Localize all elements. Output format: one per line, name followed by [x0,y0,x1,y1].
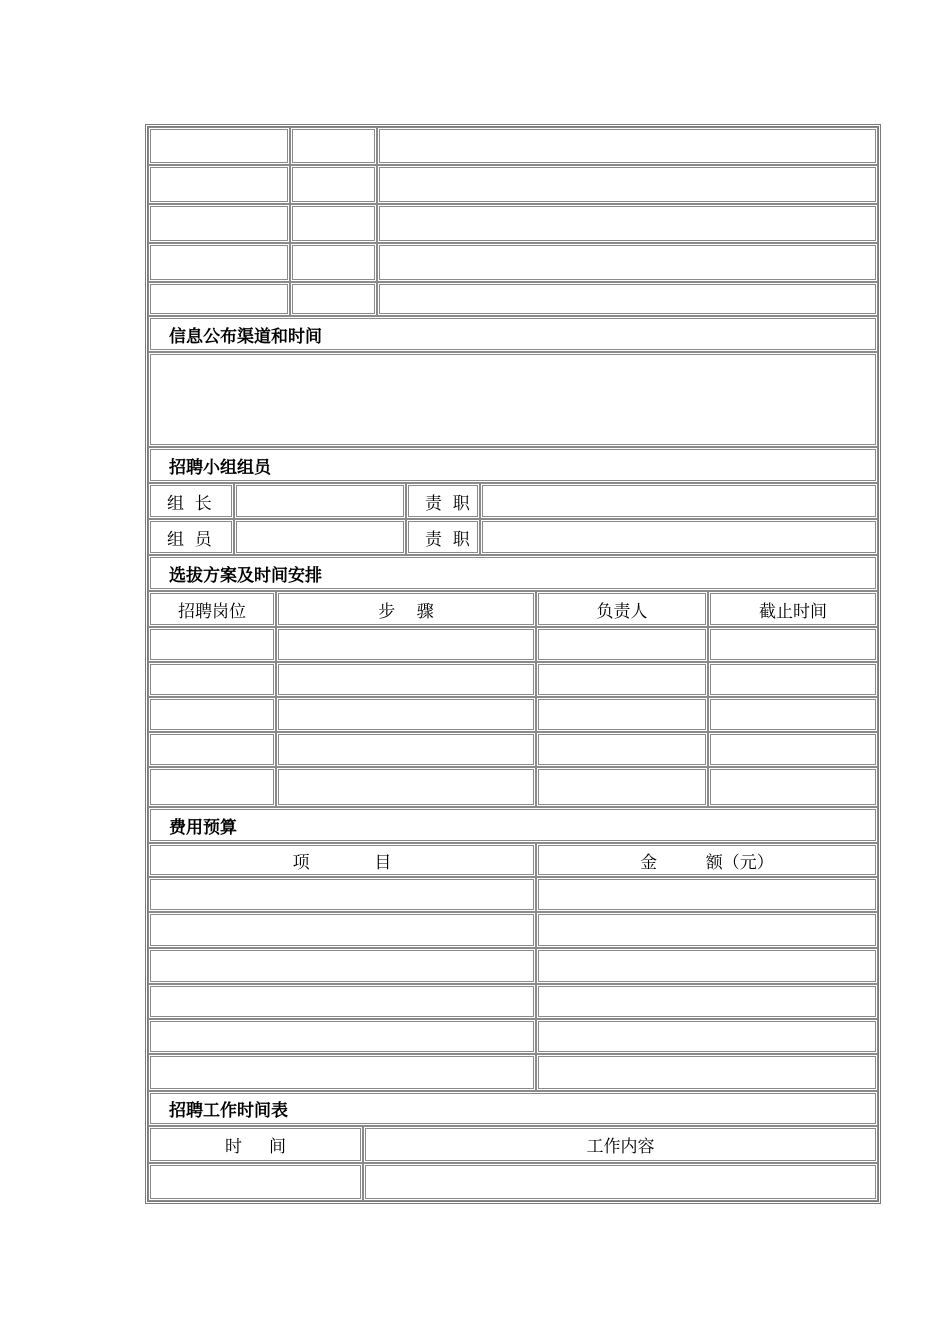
selection-row-3-owner[interactable] [536,697,708,732]
selection-header-steps: 步 骤 [276,591,536,627]
budget-row-4-item[interactable] [148,984,536,1019]
top-row-4-col-1[interactable] [148,243,290,282]
selection-row-2-owner[interactable] [536,662,708,697]
team-leader-field[interactable] [234,483,406,519]
selection-header-owner: 负责人 [536,591,708,627]
selection-row-4-owner[interactable] [536,732,708,767]
selection-row-4-steps[interactable] [276,732,536,767]
selection-row-1-deadline[interactable] [708,627,878,662]
top-row-2-col-3[interactable] [377,165,878,204]
selection-row-3-deadline[interactable] [708,697,878,732]
team-leader-duty-label: 责 职 [406,483,480,519]
selection-row-2-steps[interactable] [276,662,536,697]
budget-header-item: 项 目 [148,843,536,877]
selection-row-5-steps[interactable] [276,767,536,807]
budget-row-4-amount[interactable] [536,984,878,1019]
top-row-5-col-3[interactable] [377,282,878,316]
selection-row-3-position[interactable] [148,697,276,732]
budget-row-3-item[interactable] [148,948,536,984]
top-row-4-col-2[interactable] [290,243,377,282]
selection-row-5-deadline[interactable] [708,767,878,807]
section-selection-title: 选拔方案及时间安排 [148,555,878,591]
top-row-3-col-1[interactable] [148,204,290,243]
top-row-1-col-2[interactable] [290,127,377,165]
schedule-row-1-time[interactable] [148,1163,363,1201]
top-row-1-col-1[interactable] [148,127,290,165]
budget-header-amount: 金 额（元） [536,843,878,877]
channels-content-area[interactable] [148,352,878,447]
top-row-3-col-3[interactable] [377,204,878,243]
selection-row-1-position[interactable] [148,627,276,662]
team-member-label: 组 员 [148,519,234,555]
budget-row-3-amount[interactable] [536,948,878,984]
top-row-2-col-2[interactable] [290,165,377,204]
selection-header-position: 招聘岗位 [148,591,276,627]
selection-row-1-owner[interactable] [536,627,708,662]
budget-row-5-item[interactable] [148,1019,536,1054]
selection-row-4-position[interactable] [148,732,276,767]
schedule-header-content: 工作内容 [363,1126,878,1163]
selection-row-4-deadline[interactable] [708,732,878,767]
team-member-duty-field[interactable] [480,519,878,555]
schedule-header-time: 时 间 [148,1126,363,1163]
top-row-2-col-1[interactable] [148,165,290,204]
budget-row-5-amount[interactable] [536,1019,878,1054]
section-team-title: 招聘小组组员 [148,447,878,483]
section-schedule-title: 招聘工作时间表 [148,1091,878,1126]
budget-row-1-amount[interactable] [536,877,878,912]
budget-row-6-item[interactable] [148,1054,536,1091]
selection-row-2-position[interactable] [148,662,276,697]
top-row-5-col-1[interactable] [148,282,290,316]
team-member-field[interactable] [234,519,406,555]
section-channels-title: 信息公布渠道和时间 [148,316,878,352]
team-member-duty-label: 责 职 [406,519,480,555]
section-budget-title: 费用预算 [148,807,878,843]
top-row-4-col-3[interactable] [377,243,878,282]
selection-row-2-deadline[interactable] [708,662,878,697]
selection-row-1-steps[interactable] [276,627,536,662]
budget-row-6-amount[interactable] [536,1054,878,1091]
budget-row-2-item[interactable] [148,912,536,948]
budget-row-1-item[interactable] [148,877,536,912]
budget-row-2-amount[interactable] [536,912,878,948]
team-leader-duty-field[interactable] [480,483,878,519]
top-row-3-col-2[interactable] [290,204,377,243]
selection-row-3-steps[interactable] [276,697,536,732]
schedule-row-1-content[interactable] [363,1163,878,1201]
top-row-1-col-3[interactable] [377,127,878,165]
selection-row-5-position[interactable] [148,767,276,807]
selection-header-deadline: 截止时间 [708,591,878,627]
selection-row-5-owner[interactable] [536,767,708,807]
team-leader-label: 组 长 [148,483,234,519]
top-row-5-col-2[interactable] [290,282,377,316]
